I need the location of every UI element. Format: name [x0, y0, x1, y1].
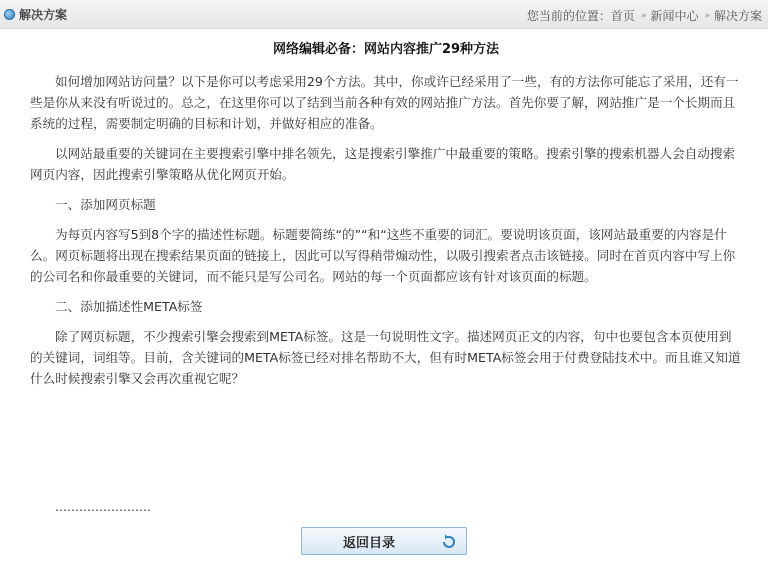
article-title: 网络编辑必备：网站内容推广29种方法 — [272, 42, 500, 57]
breadcrumb-solutions-link[interactable]: 解决方案 — [713, 9, 762, 23]
breadcrumb — [527, 7, 762, 24]
top-bar — [0, 0, 768, 29]
breadcrumb-prefix: 您当前的位置： — [526, 9, 611, 23]
article-subheading: 一、添加网页标题 — [55, 197, 156, 212]
article-paragraph: 如何增加网站访问量？以下是你可以考虑采用29个方法。其中，你或许已经采用了一些，有的方法你可能忘了采用，还有一些是你从来没有听说过的。总之，在这里你可以了结到当前各种有效的网站推广方法。首先你要了解，网站推广是一个长期而且系统的过程，需要制定明确的目标和计划，并做好相应的准备。 — [30, 74, 739, 131]
article-paragraph: 为每页内容写5到8个字的描述性标题。标题要简练“的”“和“这些不重要的词汇。要说明该页面，该网站最重要的内容是什么。网页标题将出现在搜索结果页面的链接上，因此可以写得稍带煽动性，以吸引搜索者点击该链接。同时在首页内容中写上你的公司名和你最重要的关键词，而不能只是写公司名。网站的每一个页面都应该有针对该页面的标题。 — [30, 227, 736, 284]
article-content — [30, 38, 742, 398]
return-arrow-icon — [440, 534, 456, 550]
article-subheading: 二、添加描述性META标签 — [55, 299, 203, 314]
article-paragraph: 以网站最重要的关键词在主要搜索引擎中排名领先，这是搜索引擎推广中最重要的策略。搜索引擎的搜索机器人会自动搜索网页内容，因此搜索引擎策略从优化网页开始。 — [30, 146, 736, 182]
back-button-label: 返回目录 — [342, 535, 395, 551]
dot-icon — [4, 9, 15, 20]
article-ellipsis: …………………… — [55, 500, 151, 514]
section-title-label: 解决方案 — [19, 8, 68, 22]
back-to-index-button[interactable] — [301, 527, 467, 555]
double-chevron-icon: » — [704, 10, 710, 21]
double-chevron-icon: » — [640, 10, 647, 21]
breadcrumb-news-link[interactable]: 新闻中心 — [650, 9, 699, 23]
article-paragraph: 除了网页标题，不少搜索引擎会搜索到META标签。这是一句说明性文字。描述网页正文的内容，句中也要包含本页使用到的关键词，词组等。目前，含关键词的META标签已经对排名帮助不大，但有时META标签会用于付费登陆技术中。而且谁又知道什么时候搜索引擎又会再次重视它呢？ — [30, 329, 741, 386]
section-title — [4, 6, 67, 23]
breadcrumb-home-link[interactable]: 首页 — [610, 9, 635, 23]
